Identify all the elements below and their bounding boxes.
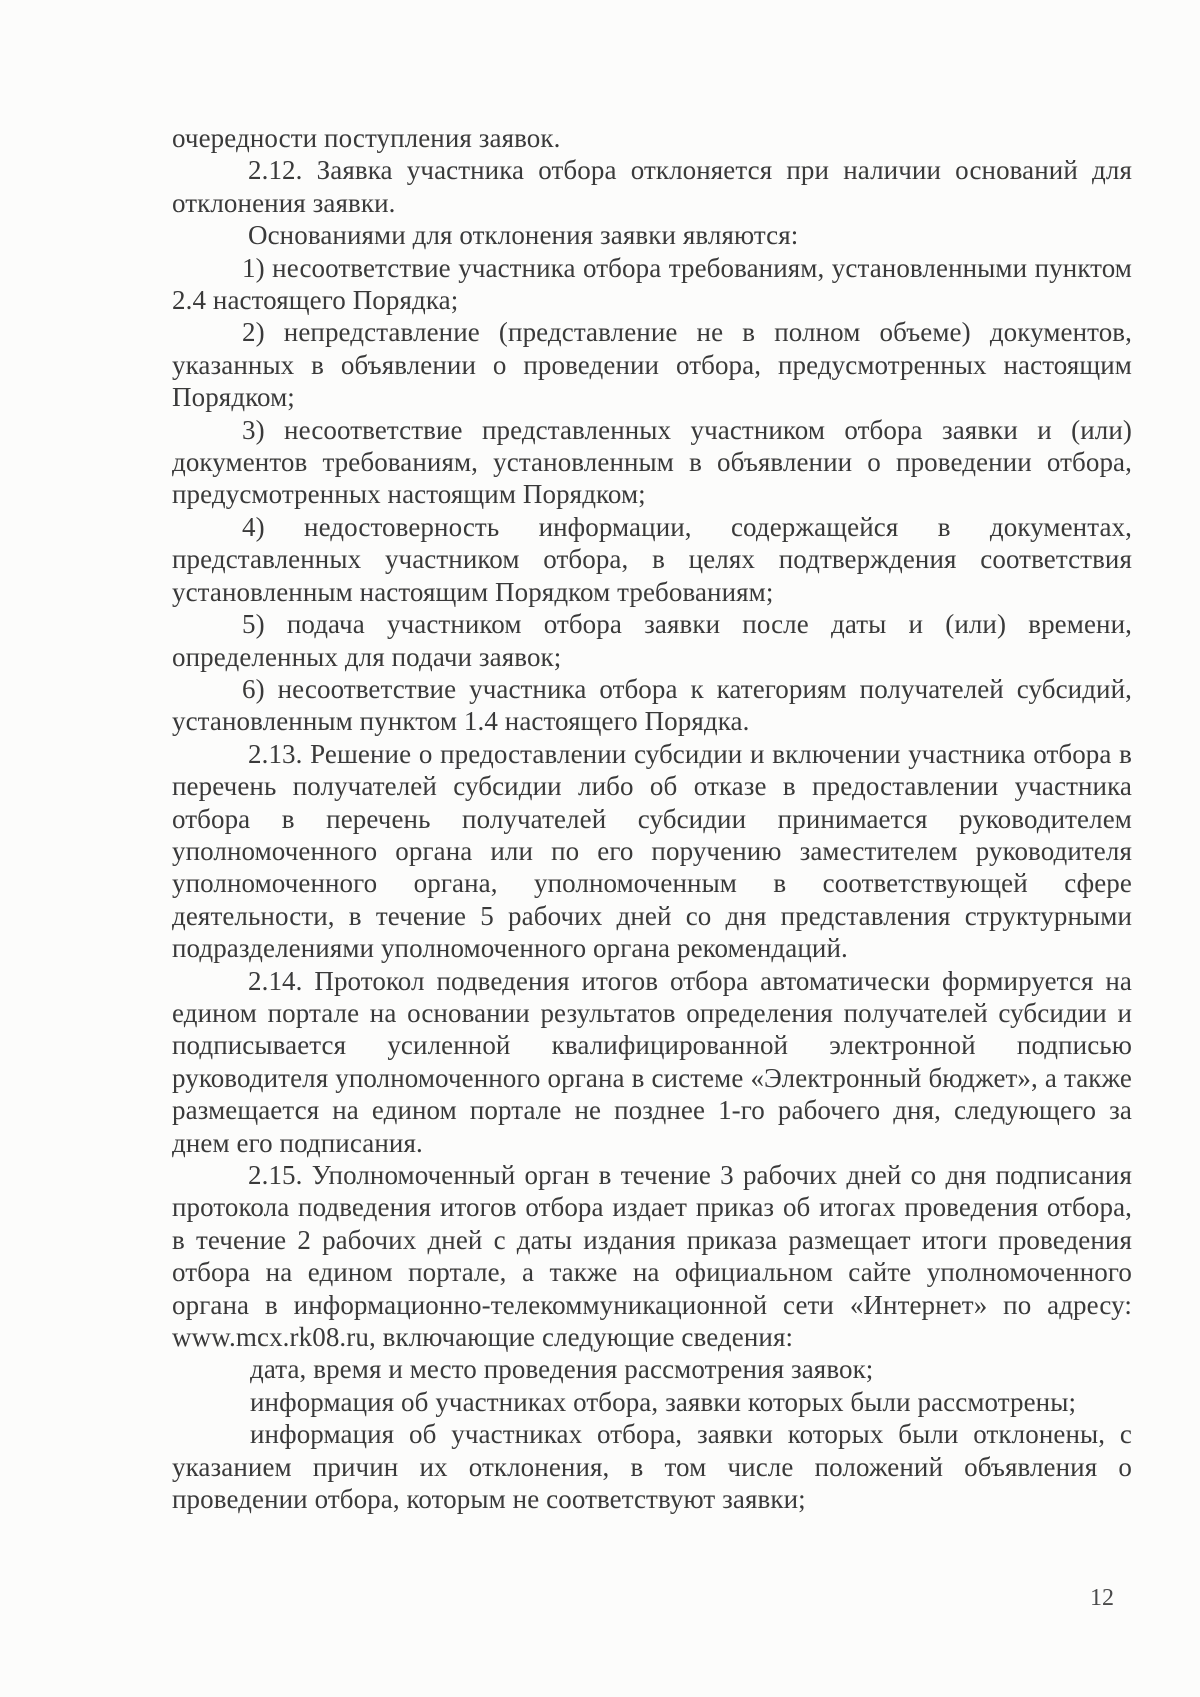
- paragraph-continuation: очередности поступления заявок.: [172, 123, 561, 153]
- info-item-rejected: информация об участниках отбора, заявки которых были отклонены, с указанием причин их отклонения, в том числе положений объявления о проведении отбора, которым не соответствуют заявки;: [172, 1419, 1132, 1515]
- list-item-3: 3) несоответствие представленных участником отбора заявки и (или) документов требованиям, установленным в объявлении о проведении отбора, предусмотренных настоящим Порядком;: [172, 414, 1132, 510]
- info-item-reviewed: информация об участниках отбора, заявки которых были рассмотрены;: [250, 1386, 1077, 1417]
- paragraph-2-12: 2.12. Заявка участника отбора отклоняется при наличии оснований для отклонения заявки.: [172, 155, 1132, 218]
- paragraph-grounds-heading: Основаниями для отклонения заявки являются:: [248, 220, 799, 251]
- paragraph-2-13: 2.13. Решение о предоставлении субсидии и включении участника отбора в перечень получателей субсидии либо об отказе в предоставлении участника отбора в перечень получателей субсидии принимается руководителем уполномоченного органа или по его поручению заместителем руководителя уполномоченного органа, уполномоченным в соответствующей сфере деятельности, в течение 5 рабочих дней со дня представления структурными подразделениями уполномоченного органа рекомендаций.: [172, 738, 1132, 964]
- document-body: [172, 122, 1132, 1515]
- list-item-6: 6) несоответствие участника отбора к категориям получателей субсидий, установленным пунктом 1.4 настоящего Порядка.: [172, 673, 1132, 737]
- page-number: 12: [1090, 1585, 1114, 1611]
- info-item-date: дата, время и место проведения рассмотрения заявок;: [250, 1354, 874, 1385]
- paragraph-2-15: 2.15. Уполномоченный орган в течение 3 рабочих дней со дня подписания протокола подведения итогов отбора издает приказ об итогах проведения отбора, в течение 2 рабочих дней с даты издания приказа размещает итоги проведения отбора на едином портале, а также на официальном сайте уполномоченного органа в информационно-телекоммуникационной сети «Интернет» по адресу: www.mcx.rk08.ru, включающие следующие сведения:: [172, 1160, 1132, 1353]
- list-item-5: 5) подача участником отбора заявки после даты и (или) времени, определенных для подачи заявок;: [172, 609, 1132, 672]
- list-item-4: 4) недостоверность информации, содержащейся в документах, представленных участником отбора, в целях подтверждения соответствия установленным настоящим Порядком требованиям;: [172, 511, 1132, 607]
- list-item-1: 1) несоответствие участника отбора требованиям, установленными пунктом 2.4 настоящего Порядка;: [172, 252, 1132, 316]
- list-item-2: 2) непредставление (представление не в полном объеме) документов, указанных в объявлении о проведении отбора, предусмотренных настоящим Порядком;: [172, 317, 1132, 413]
- paragraph-2-14: 2.14. Протокол подведения итогов отбора автоматически формируется на едином портале на основании результатов определения получателей субсидии и подписывается усиленной квалифицированной электронной подписью руководителя уполномоченного органа в системе «Электронный бюджет», а также размещается на едином портале не позднее 1-го рабочего дня, следующего за днем его подписания.: [172, 965, 1132, 1158]
